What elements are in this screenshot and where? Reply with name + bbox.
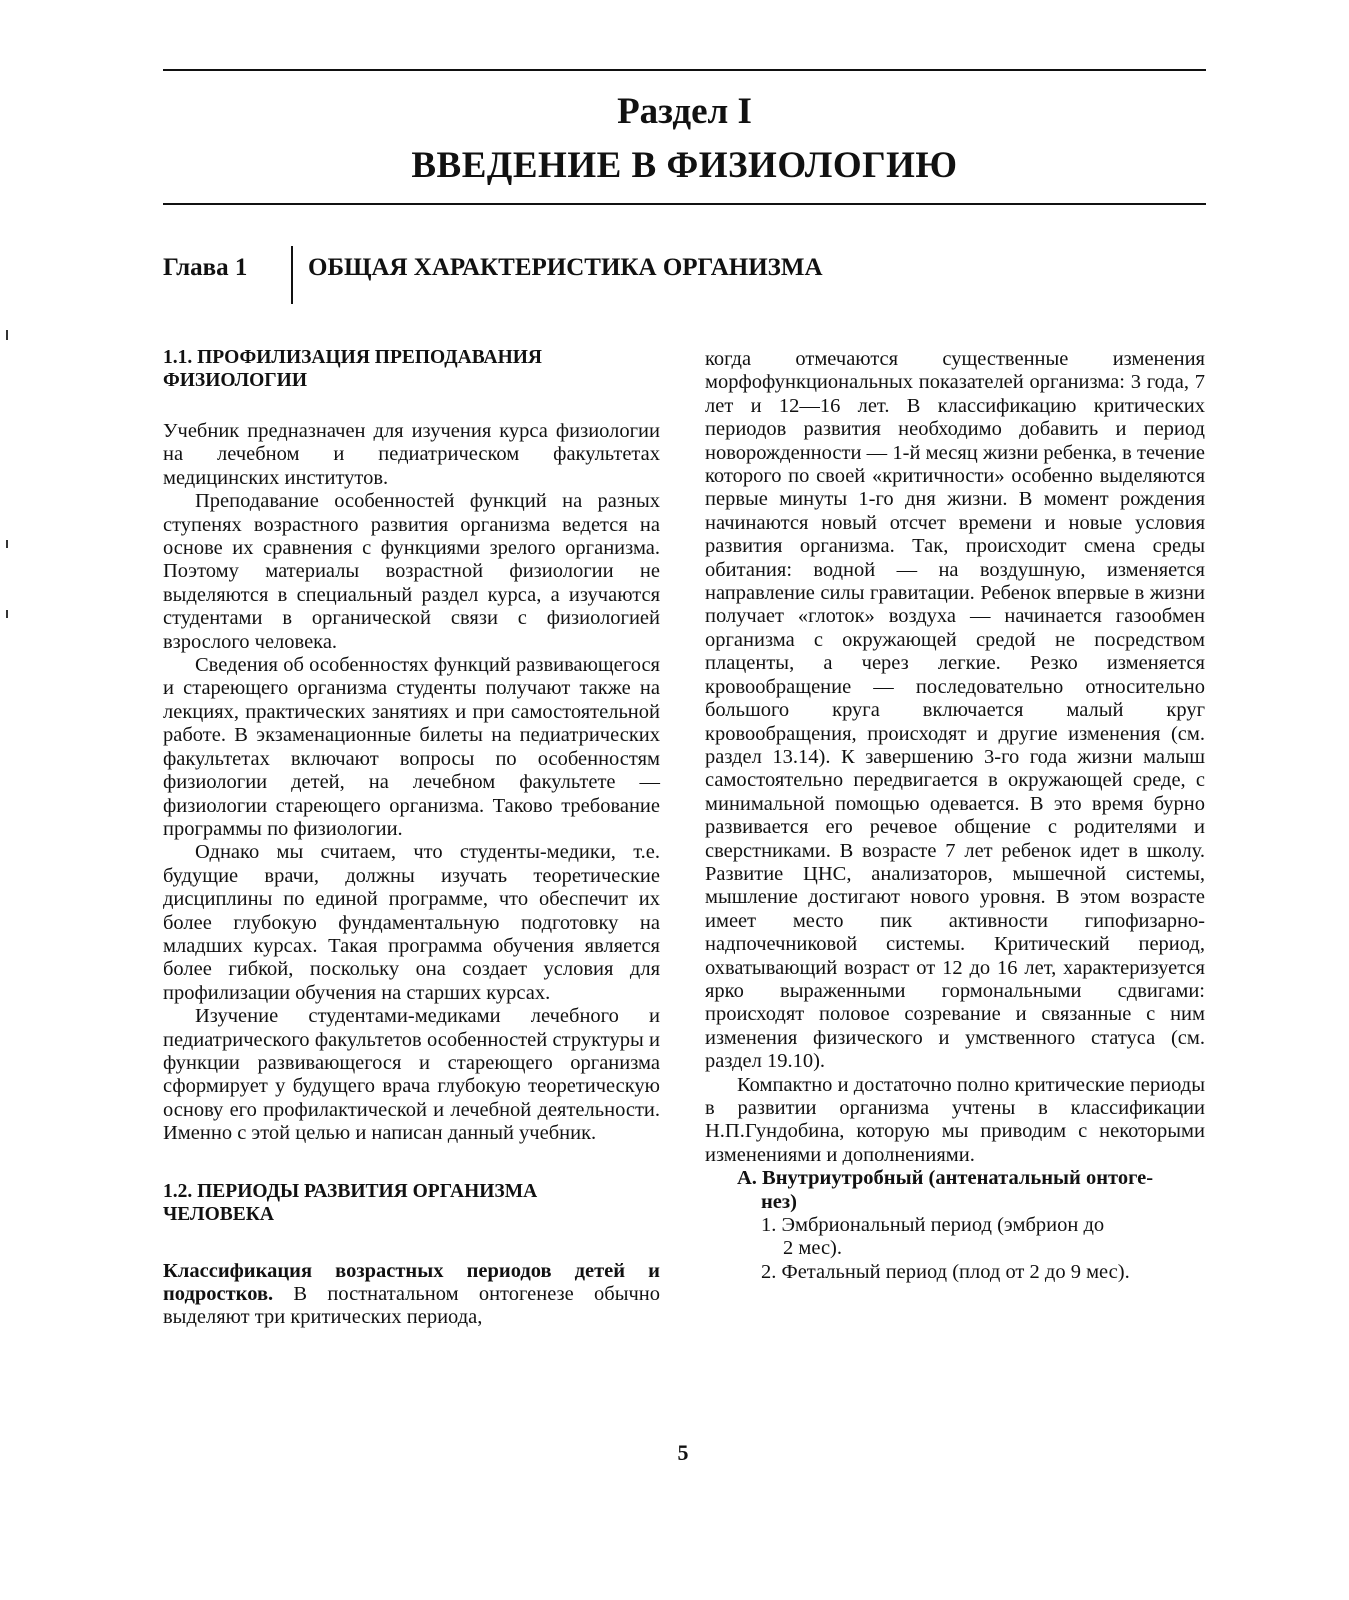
outline-item-a bbox=[737, 1167, 1205, 1214]
outline-item-2: 2. Фетальный период (плод от 2 до 9 мес). bbox=[761, 1260, 1130, 1283]
heading-1-2-line2: ЧЕЛОВЕКА bbox=[163, 1203, 274, 1225]
heading-1-1-line2: ФИЗИОЛОГИИ bbox=[163, 370, 308, 391]
scan-edge-mark bbox=[6, 330, 8, 340]
paragraph bbox=[163, 1260, 660, 1330]
paragraph-text: В постнатальном онтогенезе обычно выделяют три критических периода, bbox=[163, 1283, 660, 1329]
outline-item-1-line2: 2 мес). bbox=[783, 1237, 843, 1260]
left-column bbox=[163, 346, 660, 1330]
outline-item-a-line1: А. Внутриутробный (антенатальный онтоге- bbox=[737, 1167, 1154, 1190]
chapter-number: Глава 1 bbox=[163, 254, 248, 281]
right-column bbox=[705, 348, 1205, 1284]
heading-1-1-line1: 1.1. ПРОФИЛИЗАЦИЯ ПРЕПОДАВАНИЯ bbox=[163, 347, 543, 368]
paragraph: Компактно и достаточно полно критические периоды в развитии организма учтены в классификации Н.П.Гундобина, которую мы приводим с некоторыми изменениями и дополнениями. bbox=[705, 1073, 1205, 1166]
top-rule bbox=[163, 69, 1206, 71]
heading-1-2-line1: 1.2. ПЕРИОДЫ РАЗВИТИЯ ОРГАНИЗМА bbox=[163, 1180, 538, 1202]
scan-edge-mark bbox=[6, 610, 8, 618]
paragraph: Изучение студентами-медиками лечебного и педиатрического факультетов особенностей структуры и функции развивающегося и стареющего организма сформирует у будущего врача глубокую теоретическую основу его профилактической и лечебной деятельности. Именно с этой целью и написан данный учебник. bbox=[163, 1005, 660, 1145]
paragraph: когда отмечаются существенные изменения морфофункциональных показателей организма: 3 года, 7 лет и 12—16 лет. В классификацию критических периодов развития необходимо добавить и период новорожденности — 1-й месяц жизни ребенка, в течение которого по своей «критичности» особенно выделяются первые минуты 1-го дня жизни. В момент рождения начинаются новый отсчет времени и новые условия развития организма. Так, происходит смена среды обитания: водной — на воздушную, изменяется направление силы гравитации. Ребенок впервые в жизни получает «глоток» воздуха — начинается газообмен организма с окружающей средой не посредством плаценты, а через легкие. Резко изменяется кровообращение — последовательно относительно большого круга включается малый круг кровообращения, происходят и другие изменения (см. раздел 13.14). К завершению 3-го года жизни малыш самостоятельно передвигается в окружающей среде, с минимальной помощью одевается. В это время бурно развивается его речевое общение с родителями и сверстниками. В возрасте 7 лет ребенок идет в школу. Развитие ЦНС, анализаторов, мышечной системы, мышление достигают нового уровня. В этом возрасте имеет место пик активности гипофизарно-надпочечниковой системы. Критический период, охватывающий возраст от 12 до 16 лет, характеризуется ярко выраженными гормональными сдвигами: происходят половое созревание и связанные с ним изменения физического и умственного статуса (см. раздел 19.10). bbox=[705, 348, 1205, 1073]
section-title: ВВЕДЕНИЕ В ФИЗИОЛОГИЮ bbox=[411, 145, 958, 186]
page-number: 5 bbox=[677, 1440, 689, 1465]
paragraph: Преподавание особенностей функций на разных ступенях возрастного развития организма ведется на основе их сравнения с функциями зрелого организма. Поэтому материалы возрастной физиологии не выделяются в специальный раздел курса, а изучаются студентами в органической связи с физиологией взрослого человека. bbox=[163, 490, 660, 653]
heading-1-2 bbox=[163, 1180, 660, 1226]
heading-1-1 bbox=[163, 346, 660, 392]
bottom-rule bbox=[163, 203, 1206, 205]
scan-edge-mark bbox=[6, 540, 8, 548]
chapter-title: ОБЩАЯ ХАРАКТЕРИСТИКА ОРГАНИЗМА bbox=[308, 254, 823, 281]
outline-item-a-line2: нез) bbox=[761, 1190, 797, 1213]
run-in-heading: Классификация возрастных периодов детей и подростков. bbox=[163, 1259, 660, 1305]
paragraph: Однако мы считаем, что студенты-медики, т.е. будущие врачи, должны изучать теоретические дисциплины по единой программе, что обеспечит их более глубокую фундаментальную подготовку на младших курсах. Такая программа обучения является более гибкой, поскольку она создает условия для профилизации обучения на старших курсах. bbox=[163, 841, 660, 1004]
outline-item-1 bbox=[761, 1214, 1205, 1261]
chapter-divider bbox=[291, 246, 293, 304]
outline-item-1-line1: 1. Эмбриональный период (эмбрион до bbox=[761, 1214, 1105, 1237]
paragraph: Учебник предназначен для изучения курса физиологии на лечебном и педиатрическом факультетах медицинских институтов. bbox=[163, 420, 660, 489]
section-label: Раздел I bbox=[617, 91, 752, 132]
paragraph: Сведения об особенностях функций развивающегося и стареющего организма студенты получают также на лекциях, практических занятиях и при самостоятельной работе. В экзаменационные билеты на педиатрических факультетах включают вопросы по особенностям физиологии детей, на лечебном факультете — физиологии стареющего организма. Таково требование программы по физиологии. bbox=[163, 654, 660, 840]
